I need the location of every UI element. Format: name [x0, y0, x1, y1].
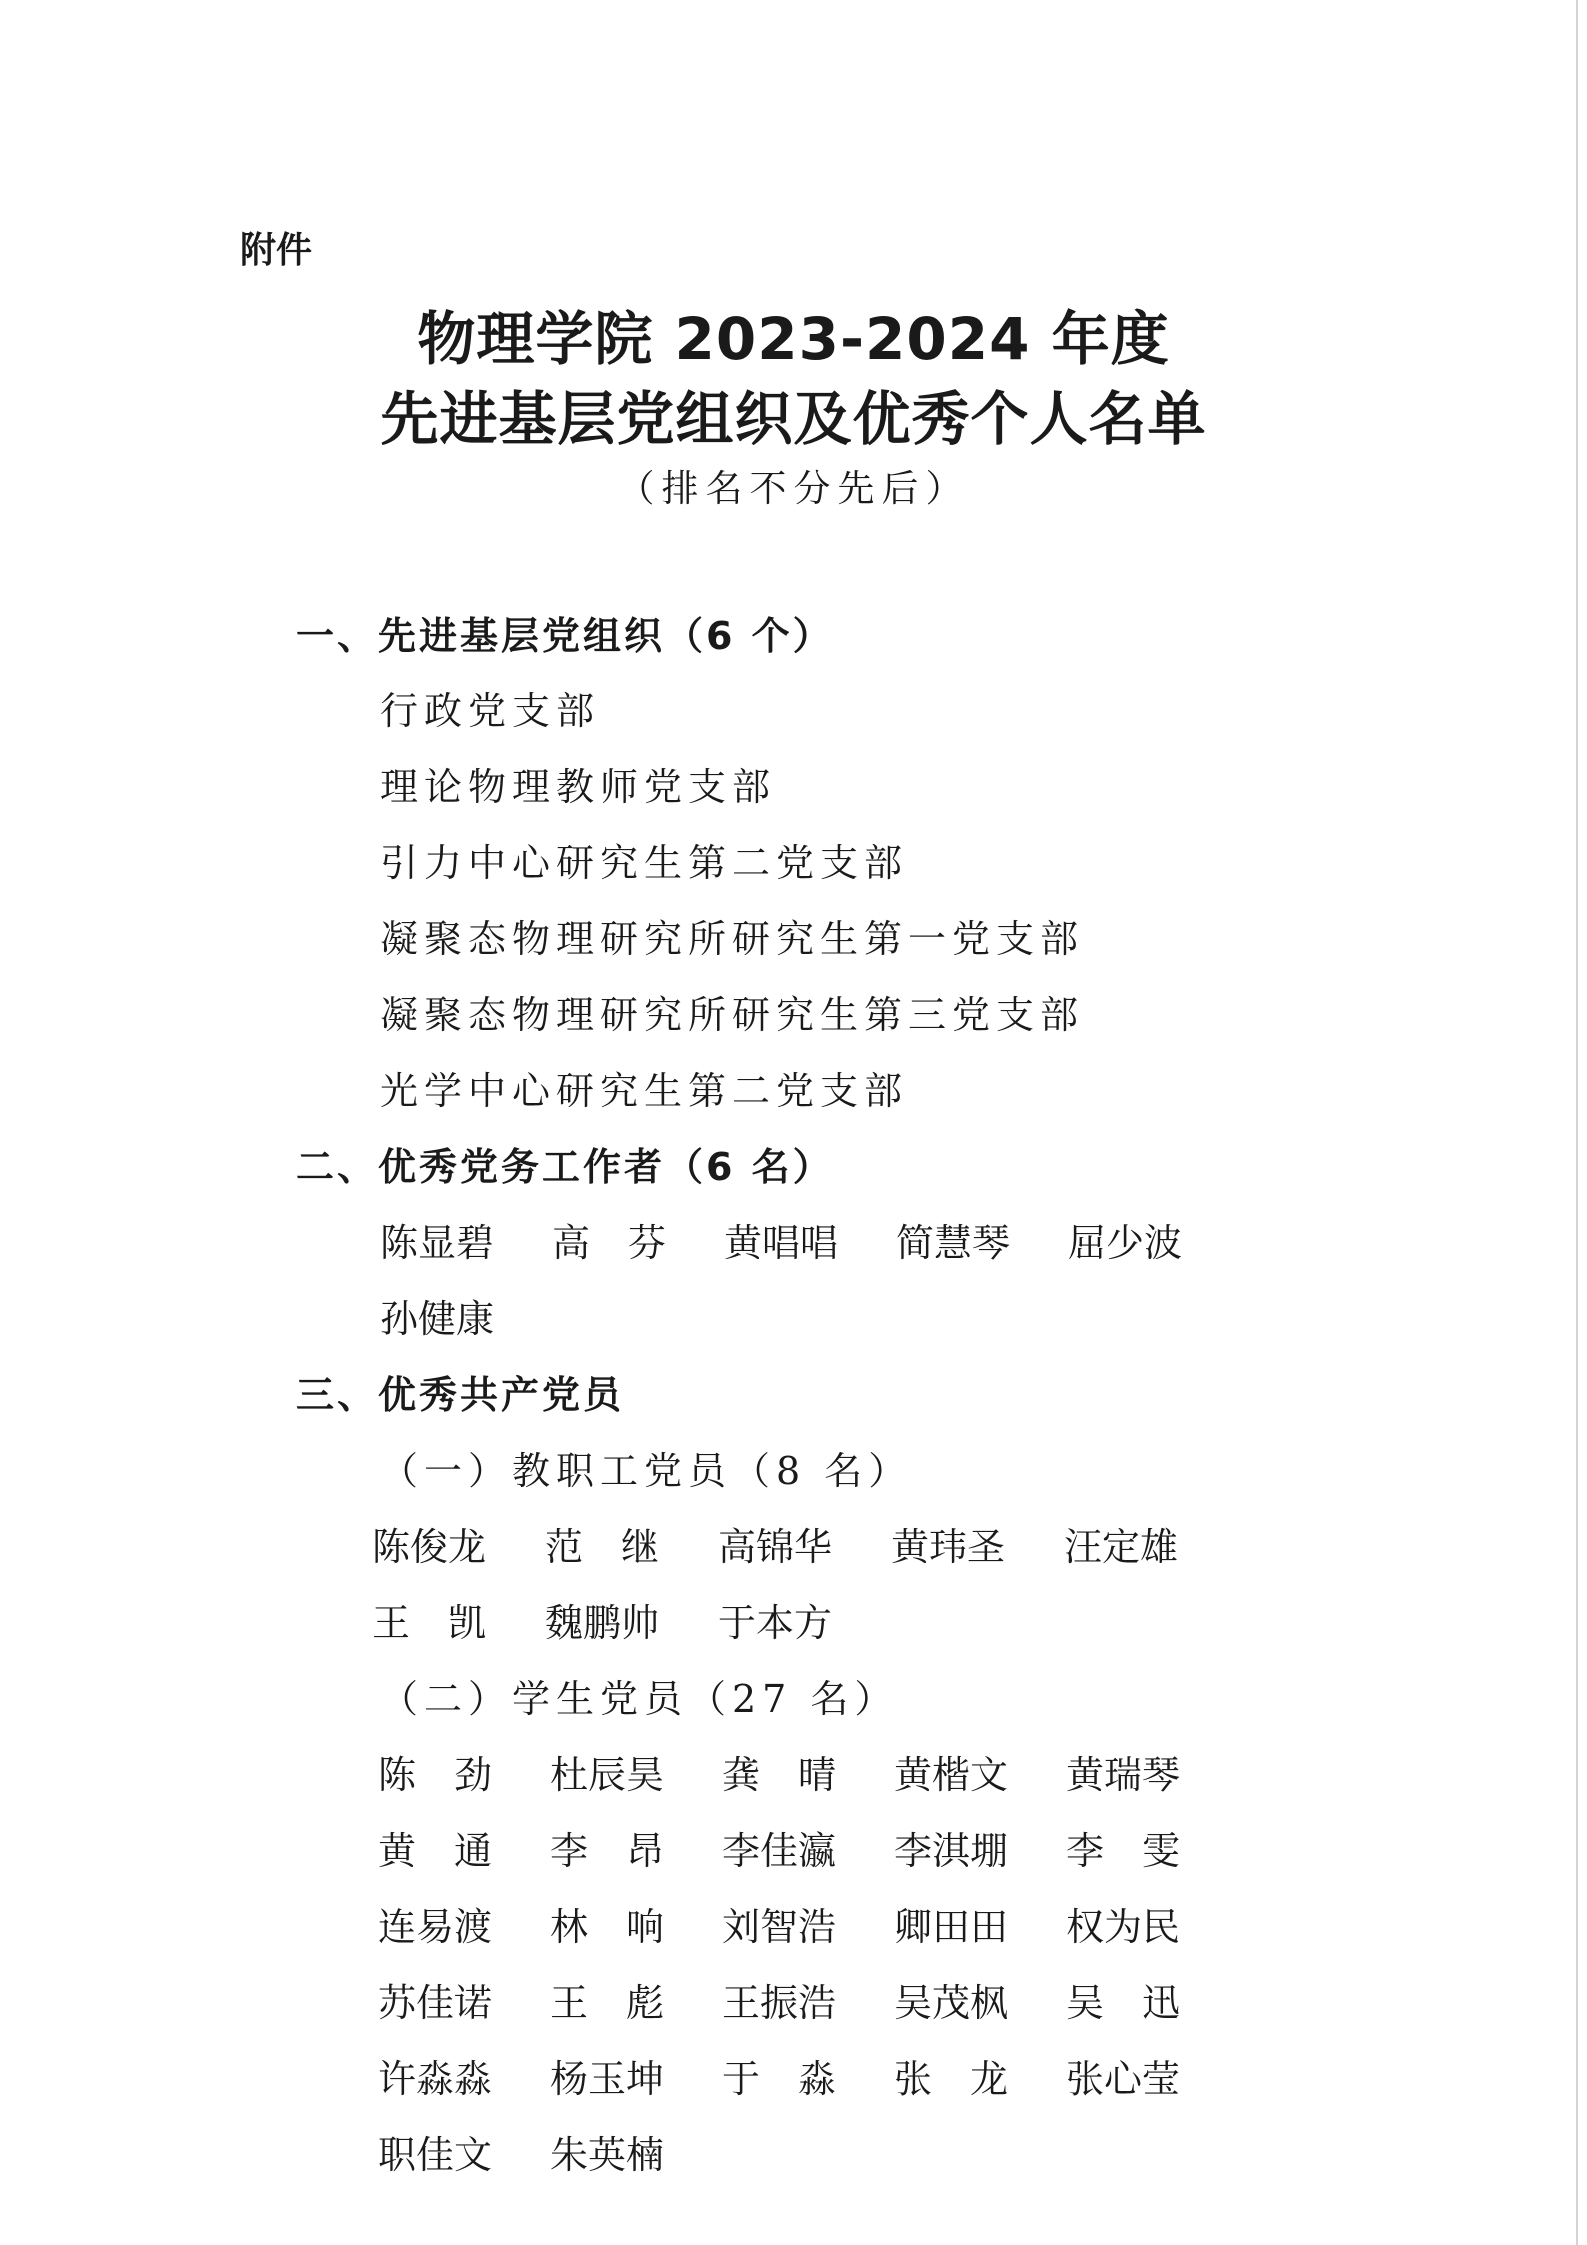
- person-name: 于本方: [718, 1601, 833, 1645]
- person-name: 李 雯: [1066, 1829, 1181, 1873]
- person-name: 卿田田: [894, 1905, 1009, 1949]
- section3-heading: 三、优秀共产党员: [296, 1373, 625, 1417]
- org-item: 理论物理教师党支部: [380, 765, 777, 809]
- org-item: 光学中心研究生第二党支部: [380, 1069, 909, 1113]
- person-name: 王 凯: [372, 1601, 487, 1645]
- person-name: 黄玮圣: [891, 1525, 1006, 1569]
- person-name: 高锦华: [718, 1525, 833, 1569]
- person-name: 林 响: [550, 1905, 665, 1949]
- person-name: 屈少波: [1068, 1221, 1183, 1265]
- person-name: 吴茂枫: [894, 1981, 1009, 2025]
- person-name: 于 淼: [722, 2057, 837, 2101]
- org-item: 凝聚态物理研究所研究生第一党支部: [380, 917, 1085, 961]
- person-name: 张 龙: [894, 2057, 1009, 2101]
- person-name: 王振浩: [722, 1981, 837, 2025]
- document-title-line1: 物理学院 2023-2024 年度: [417, 305, 1170, 373]
- person-name: 黄唱唱: [724, 1221, 839, 1265]
- org-item: 行政党支部: [380, 689, 601, 733]
- person-name: 苏佳诺: [378, 1981, 493, 2025]
- person-name: 魏鹏帅: [545, 1601, 660, 1645]
- person-name: 连易渡: [378, 1905, 493, 1949]
- person-name: 陈显碧: [380, 1221, 495, 1265]
- person-name: 高 芬: [552, 1221, 667, 1265]
- document-title-line2: 先进基层党组织及优秀个人名单: [380, 385, 1207, 453]
- document-subtitle: （排名不分先后）: [617, 467, 970, 510]
- staff-subheading: （一）教职工党员（8 名）: [380, 1449, 913, 1493]
- person-name: 杨玉坤: [550, 2057, 665, 2101]
- org-item: 引力中心研究生第二党支部: [380, 841, 909, 885]
- person-name: 简慧琴: [896, 1221, 1011, 1265]
- person-name: 刘智浩: [722, 1905, 837, 1949]
- person-name: 陈俊龙: [372, 1525, 487, 1569]
- person-name: 孙健康: [380, 1297, 495, 1341]
- person-name: 范 继: [545, 1525, 660, 1569]
- person-name: 职佳文: [378, 2133, 493, 2177]
- person-name: 朱英楠: [550, 2133, 665, 2177]
- person-name: 李淇堋: [894, 1829, 1009, 1873]
- person-name: 权为民: [1066, 1905, 1181, 1949]
- attachment-label: 附件: [240, 230, 313, 271]
- person-name: 张心莹: [1066, 2057, 1181, 2101]
- person-name: 汪定雄: [1064, 1525, 1179, 1569]
- person-name: 吴 迅: [1066, 1981, 1181, 2025]
- person-name: 陈 劲: [378, 1753, 493, 1797]
- person-name: 李 昂: [550, 1829, 665, 1873]
- person-name: 黄楷文: [894, 1753, 1009, 1797]
- person-name: 黄瑞琴: [1066, 1753, 1181, 1797]
- person-name: 黄 通: [378, 1829, 493, 1873]
- person-name: 王 彪: [550, 1981, 665, 2025]
- person-name: 龚 晴: [722, 1753, 837, 1797]
- section2-heading: 二、优秀党务工作者（6 名）: [296, 1145, 834, 1189]
- section1-heading: 一、先进基层党组织（6 个）: [296, 614, 834, 658]
- org-item: 凝聚态物理研究所研究生第三党支部: [380, 993, 1085, 1037]
- person-name: 李佳瀛: [722, 1829, 837, 1873]
- students-subheading: （二）学生党员（27 名）: [380, 1677, 899, 1721]
- person-name: 杜辰昊: [550, 1753, 665, 1797]
- person-name: 许淼淼: [378, 2057, 493, 2101]
